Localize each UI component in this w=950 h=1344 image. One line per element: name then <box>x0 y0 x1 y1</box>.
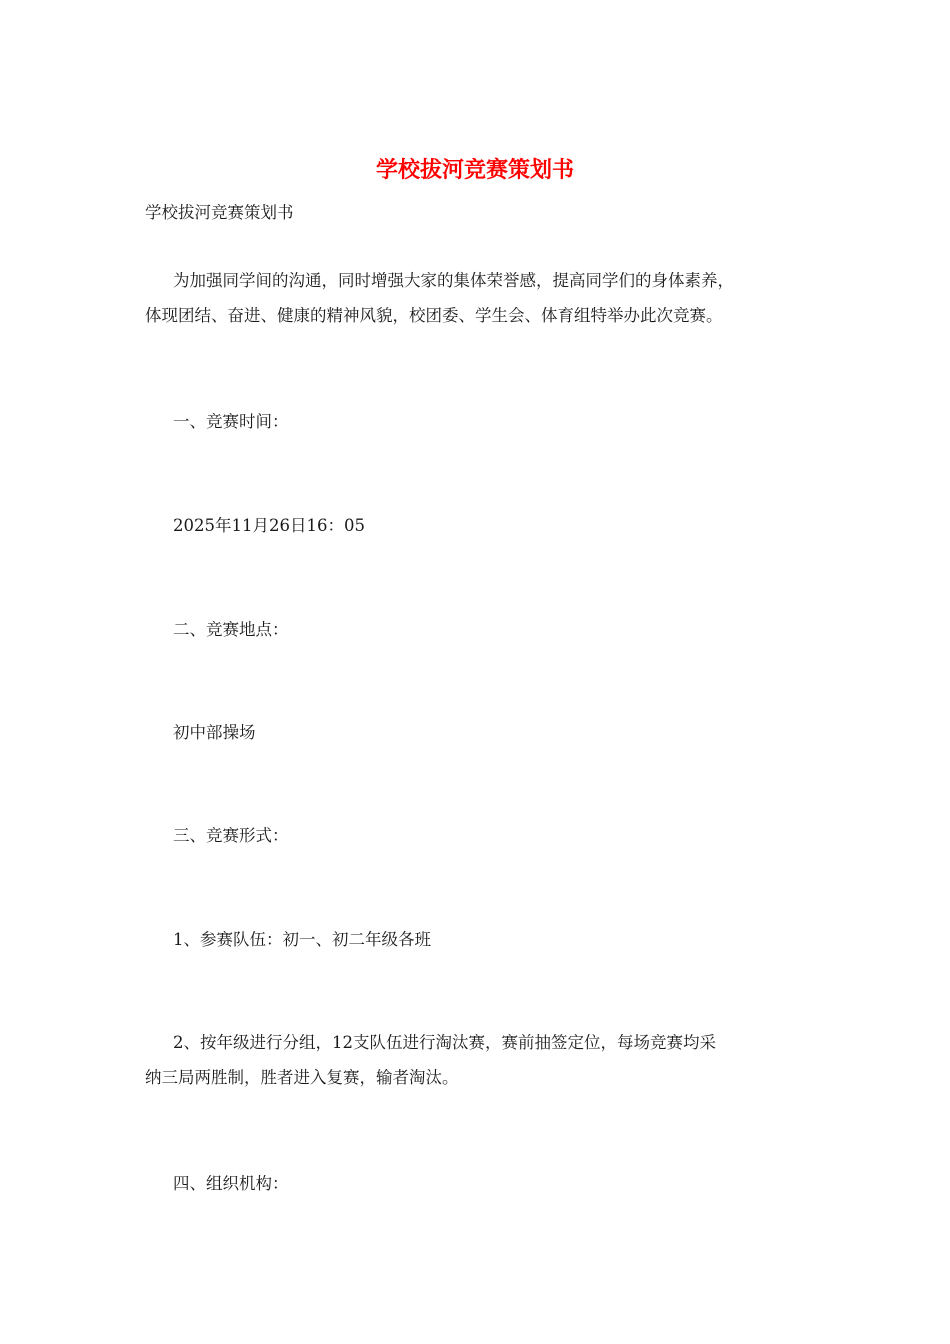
section-2-heading: 二、竞赛地点： <box>173 620 289 639</box>
document-title: 学校拔河竞赛策划书 <box>375 157 574 183</box>
section-3-heading: 三、竞赛形式： <box>173 826 289 845</box>
section-1-heading: 一、竞赛时间： <box>173 412 289 431</box>
section-1-content: 2025年11月26日16：05 <box>173 516 365 535</box>
intro-line-2: 体现团结、奋进、健康的精神风貌，校团委、学生会、体育组特举办此次竞赛。 <box>145 306 723 325</box>
intro-line-1: 为加强同学间的沟通，同时增强大家的集体荣誉感，提高同学们的身体素养， <box>173 271 734 290</box>
document-subtitle: 学校拔河竞赛策划书 <box>145 203 294 222</box>
section-3-item-2-line-2: 纳三局两胜制，胜者进入复赛，输者淘汰。 <box>145 1068 459 1087</box>
section-4-heading: 四、组织机构： <box>173 1174 289 1193</box>
section-3-item-2-line-1: 2、按年级进行分组，12支队伍进行淘汰赛，赛前抽签定位，每场竞赛均采 <box>173 1033 716 1052</box>
section-2-content: 初中部操场 <box>173 723 256 742</box>
section-3-item-1: 1、参赛队伍：初一、初二年级各班 <box>173 930 431 949</box>
